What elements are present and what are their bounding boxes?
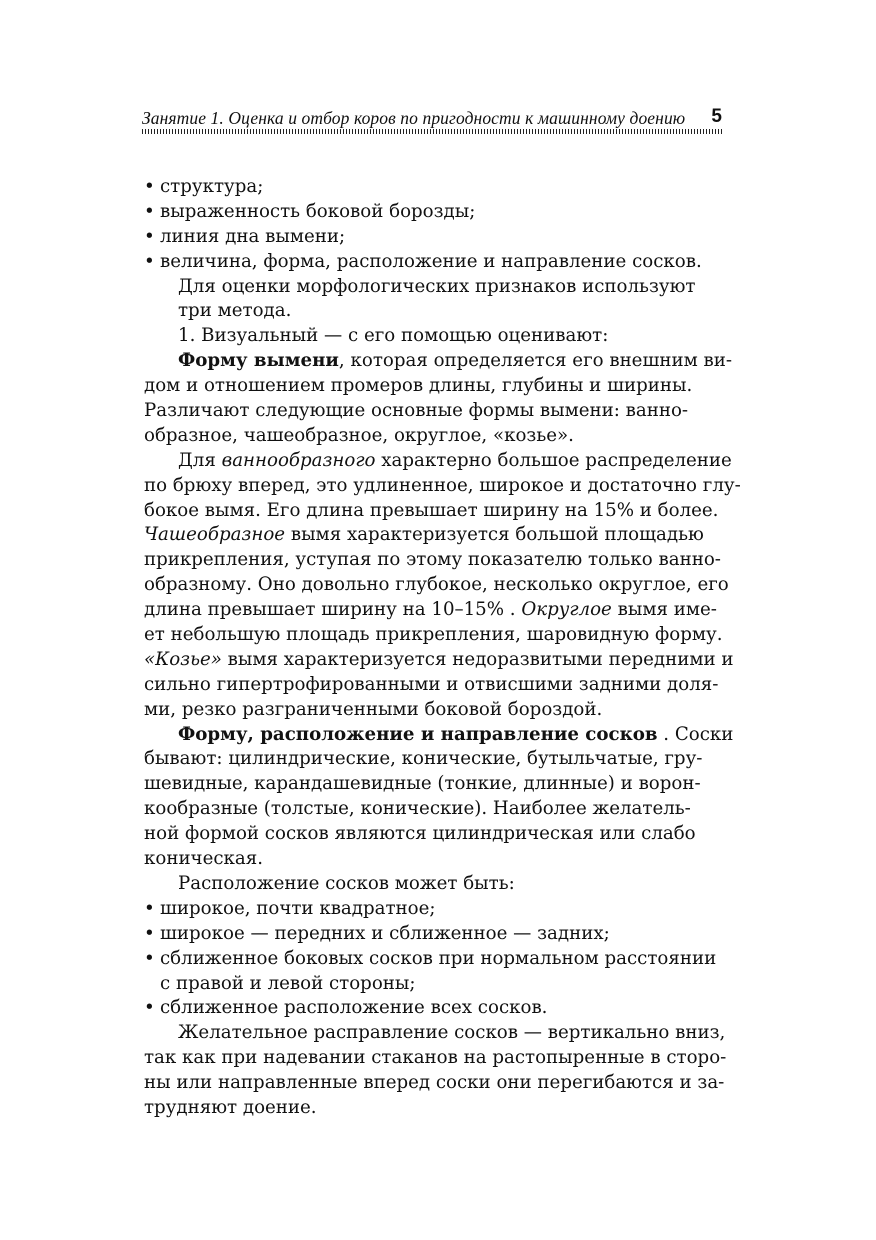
text-line [144, 797, 724, 822]
text-span: ны или направленные вперед соски они перегибаются и за- [144, 1072, 725, 1094]
bullet-item [144, 250, 724, 275]
text-span: вымя име- [611, 599, 717, 621]
text-span: Для [178, 449, 222, 471]
text-span: выраженность боковой борозды; [160, 200, 476, 222]
text-line [144, 1096, 724, 1121]
text-span: ной формой сосков являются цилиндрическая или слабо [144, 823, 696, 845]
text-line [144, 349, 733, 374]
bullet-item [144, 200, 724, 225]
running-title: Занятие 1. Оценка и отбор коров по пригодности к машинному доению [142, 108, 686, 128]
text-span: широкое, почти квадратное; [160, 897, 436, 919]
bold-term: Форму, расположение и направление сосков [178, 723, 658, 745]
text-line [144, 648, 734, 673]
text-span: кообразные (толстые, конические). Наиболее желатель- [144, 798, 691, 820]
text-line [144, 499, 724, 524]
text-span: образному. Оно довольно глубокое, несколько округлое, его [144, 574, 729, 596]
text-span: образное, чашеобразное, округлое, «козье». [144, 424, 574, 446]
text-span: 1. Визуальный — с его помощью оценивают: [178, 325, 609, 347]
text-span: с правой и левой стороны; [160, 972, 416, 994]
bullet-item [144, 897, 724, 922]
text-span: вымя характеризуется недоразвитыми передними и [221, 648, 734, 670]
text-span: бокое вымя. Его длина превышает ширину на 15% и более. [144, 499, 719, 521]
text-span: коническая. [144, 848, 264, 870]
bullet-item [144, 922, 724, 947]
text-line [144, 822, 724, 847]
text-span: сближенное боковых сосков при нормальном расстоянии [160, 947, 717, 969]
text-line [144, 449, 732, 474]
text-span: бывают: цилиндрические, конические, бутыльчатые, гру- [144, 748, 703, 770]
bullet-item [144, 996, 724, 1021]
text-span: трудняют доение. [144, 1096, 317, 1118]
page-number: 5 [711, 106, 722, 127]
text-span: Различают следующие основные формы вымени: ванно- [144, 400, 689, 422]
text-line [144, 698, 724, 723]
text-line [144, 523, 724, 548]
text-span: сильно гипертрофированными и отвисшими задними доля- [144, 673, 719, 695]
text-line [144, 1046, 727, 1071]
text-line [144, 474, 741, 499]
text-span: ет небольшую площадь прикрепления, шаровидную форму. [144, 624, 723, 646]
italic-term: Округлое [521, 599, 612, 621]
text-line [144, 399, 724, 424]
text-line [144, 623, 724, 648]
text-span: , [338, 350, 351, 372]
text-line [144, 972, 724, 997]
text-line [144, 673, 724, 698]
text-span: сближенное расположение всех сосков. [160, 997, 548, 1019]
text-span: оценки морфологических признаков используют [221, 275, 696, 297]
body-text [144, 175, 741, 1121]
text-line [144, 723, 734, 748]
text-line [144, 598, 724, 623]
text-line [144, 847, 724, 872]
text-line [144, 1071, 724, 1096]
text-span: Расположение сосков может быть: [178, 872, 515, 894]
text-span: . Соски [657, 723, 734, 745]
text-line [144, 548, 724, 573]
text-span: так как при надевании стаканов на растопыренные в сторо- [144, 1047, 727, 1069]
text-line [144, 424, 724, 449]
text-span: прикрепления, уступая по этому показателю только ванно- [144, 549, 721, 571]
text-span: структура; [160, 176, 264, 197]
bullet-item [144, 947, 724, 972]
bullet-item [144, 175, 724, 200]
text-line [144, 1021, 724, 1046]
text-line [144, 374, 724, 399]
text-span: величина, форма, расположение и направление сосков. [160, 250, 702, 272]
text-span: шевидные, карандашевидные (тонкие, длинные) и ворон- [144, 773, 701, 795]
text-line [144, 324, 724, 349]
italic-term: ваннообразного [221, 449, 376, 471]
text-span: характерно большое распределение [375, 449, 732, 471]
text-span: широкое — передних и сближенное — задних; [160, 922, 610, 944]
bullet-item [144, 225, 724, 250]
bold-term: Форму вымени [178, 350, 339, 372]
text-line [144, 872, 724, 897]
text-span: которая определяется его внешним ви- [350, 350, 733, 372]
text-span: ми, резко разграниченными боковой бороздой. [144, 698, 603, 720]
text-span: Для [178, 275, 216, 297]
italic-term: Чашеобразное [144, 524, 286, 546]
text-line [144, 275, 724, 300]
text-span: по брюху вперед, это удлиненное, широкое и достаточно глу- [144, 474, 741, 496]
text-span: вымя характеризуется большой площадью [285, 524, 704, 546]
text-line [144, 299, 724, 324]
text-span: дом и отношением промеров длины, глубины и ширины. [144, 375, 693, 397]
header-rule [142, 129, 724, 134]
text-span: Желательное расправление сосков — вертикально вниз, [178, 1022, 726, 1044]
italic-term: «Козье» [144, 648, 222, 670]
text-span: линия дна вымени; [160, 225, 346, 247]
text-span: три метода. [178, 300, 292, 322]
text-line [144, 573, 729, 598]
text-line [144, 772, 724, 797]
text-span: длина превышает ширину на 10–15% . [144, 599, 522, 621]
text-line [144, 747, 724, 772]
